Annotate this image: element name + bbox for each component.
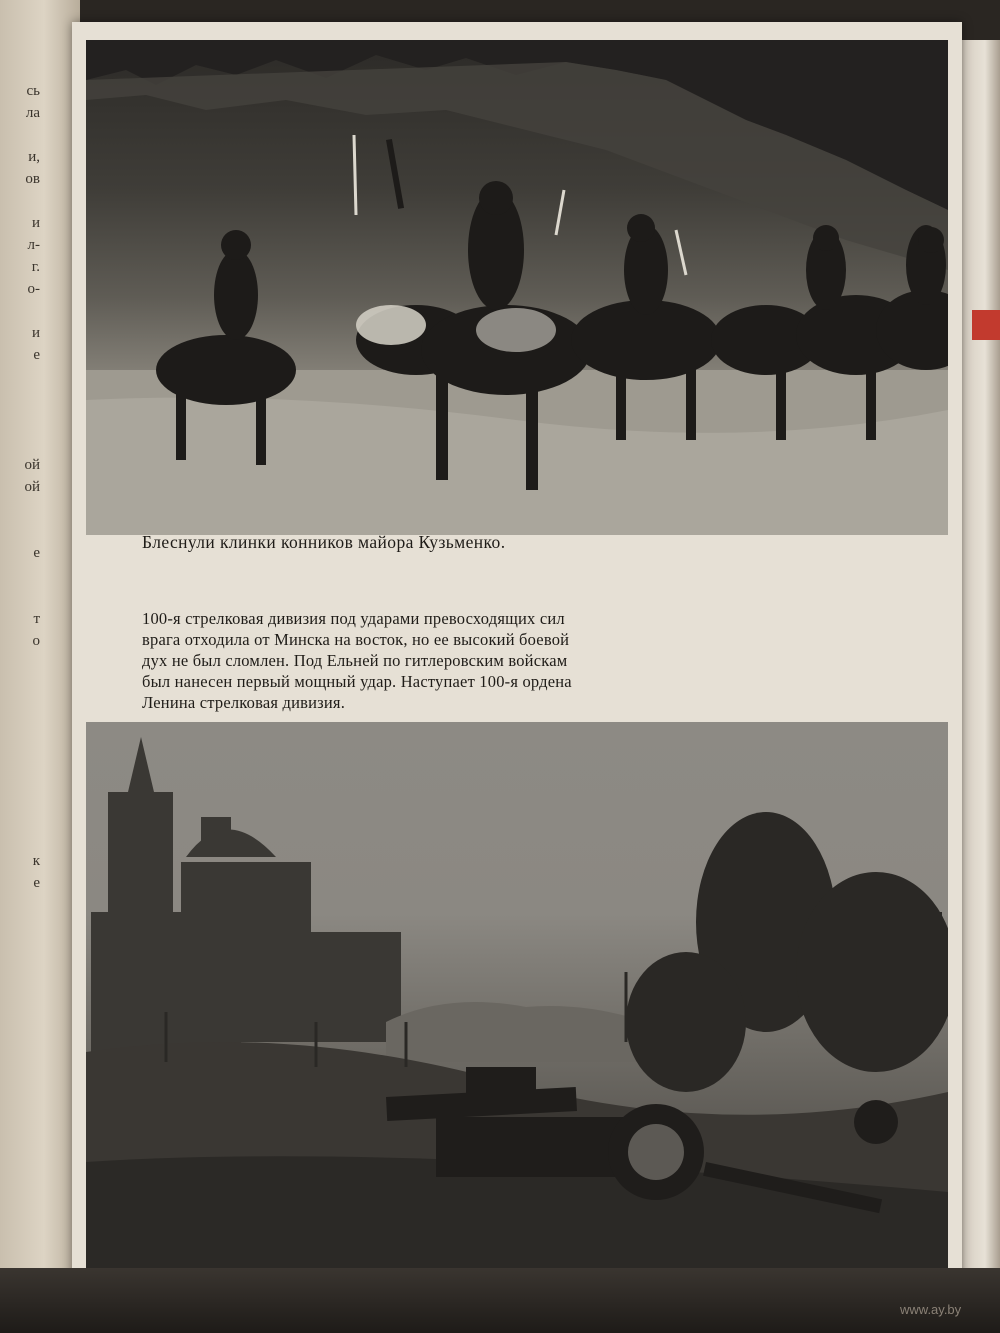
fragment-line: о- xyxy=(27,281,40,297)
fragment-line xyxy=(0,432,40,454)
fragment-line: ов xyxy=(25,171,40,187)
body-line: Ленина стрелковая дивизия. xyxy=(142,693,346,712)
fragment-line xyxy=(0,784,40,806)
fragment-line: л- xyxy=(27,237,40,253)
body-line: был нанесен первый мощный удар. Наступает 100-я ордена xyxy=(142,672,572,691)
fragment-line xyxy=(0,410,40,432)
fragment-line xyxy=(0,586,40,608)
photo-caption: Блеснули клинки конников майора Кузьменко. xyxy=(142,532,506,552)
fragment-line xyxy=(0,806,40,828)
watermark: www.ay.by xyxy=(900,1302,962,1317)
fragment-line xyxy=(0,520,40,542)
fragment-line xyxy=(0,564,40,586)
fragment-line xyxy=(0,190,40,212)
fragment-line xyxy=(0,498,40,520)
fragment-line: ой xyxy=(24,457,40,473)
fragment-line: и xyxy=(31,215,40,231)
fragment-line xyxy=(0,652,40,674)
fragment-line: ой xyxy=(24,479,40,495)
fragment-line xyxy=(0,718,40,740)
cavalry-charge-photo xyxy=(86,40,948,535)
fragment-line: о xyxy=(32,633,40,649)
fragment-line xyxy=(0,674,40,696)
fragment-line: ла xyxy=(25,105,40,121)
fragment-line: е xyxy=(33,875,40,891)
fragment-line xyxy=(0,828,40,850)
fragment-line: е xyxy=(33,545,40,561)
fragment-line: и, xyxy=(28,149,40,165)
fragment-line: г. xyxy=(31,259,40,275)
body-line: врага отходила от Минска на восток, но ее высокий боевой xyxy=(142,630,570,649)
previous-page-fragment xyxy=(0,80,40,916)
fragment-line: е xyxy=(33,347,40,363)
fragment-line: к xyxy=(32,853,40,869)
fragment-line xyxy=(0,388,40,410)
fragment-line xyxy=(0,696,40,718)
body-line: 100-я стрелковая дивизия под ударами превосходящих сил xyxy=(142,609,565,628)
fragment-line xyxy=(0,762,40,784)
fragment-line xyxy=(0,366,40,388)
cover-red-strip xyxy=(972,310,1000,340)
book-page xyxy=(72,22,962,1282)
fragment-line xyxy=(0,740,40,762)
body-paragraph xyxy=(142,608,912,713)
fragment-line xyxy=(0,124,40,146)
body-line: дух не был сломлен. Под Ельней по гитлеровским войскам xyxy=(142,651,568,670)
fragment-line xyxy=(0,300,40,322)
fragment-line: т xyxy=(33,611,40,627)
fragment-line: и xyxy=(31,325,40,341)
page-bottom-edge xyxy=(0,1268,1000,1333)
fragment-line: сь xyxy=(26,83,40,99)
fragment-line xyxy=(0,894,40,916)
artillery-photo xyxy=(86,722,948,1270)
